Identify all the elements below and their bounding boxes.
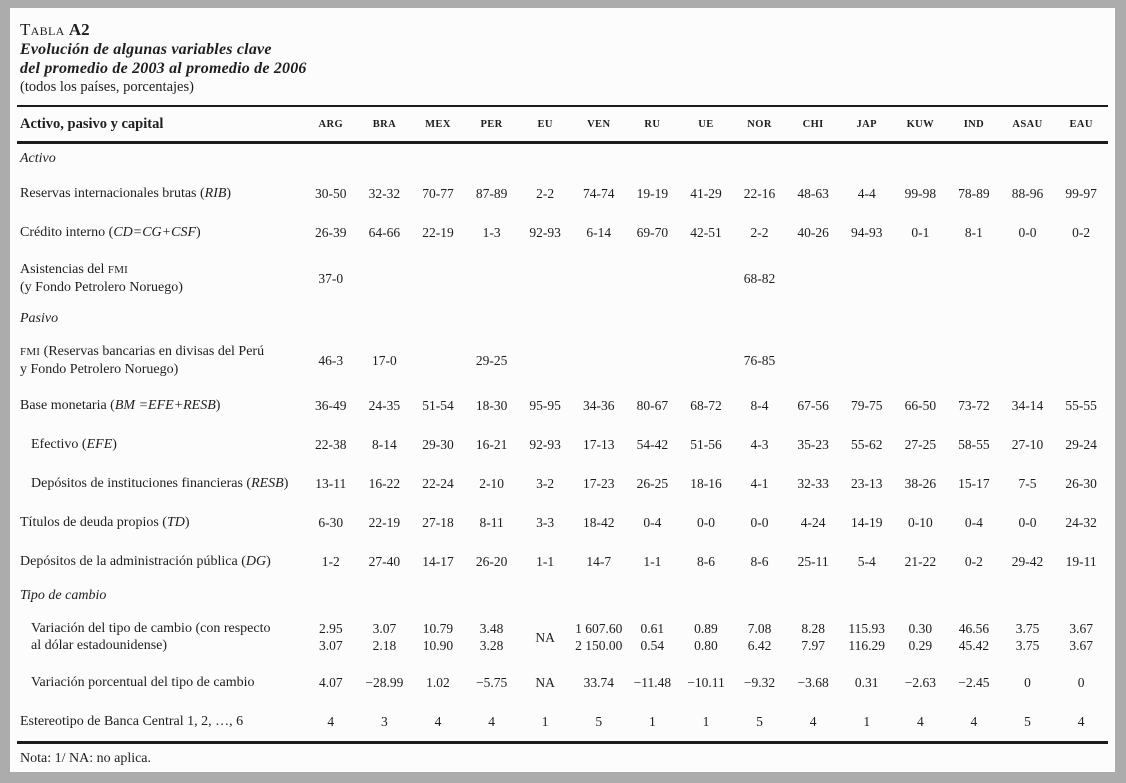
value-cell: 26-25 <box>636 476 669 491</box>
table-title <box>20 20 1108 40</box>
value-line: 3.48 <box>479 621 504 636</box>
value-cell: 8-14 <box>372 437 397 452</box>
value-cell <box>947 252 1001 304</box>
value-cell: 42-51 <box>690 225 722 240</box>
value-cell: 13-11 <box>315 476 347 491</box>
value-line: 0.29 <box>908 638 933 653</box>
value-cell: 3 <box>381 714 388 729</box>
value-cell: 1 <box>702 714 710 729</box>
value-cell: −5.75 <box>475 675 508 690</box>
value-cell: 8-4 <box>750 398 769 413</box>
row-label-text: Depósitos de la administración pública ( <box>20 554 246 569</box>
value-cell <box>1054 334 1108 386</box>
row-label-text: Títulos de deuda propios ( <box>20 515 167 530</box>
value-cell: 27-18 <box>422 515 454 530</box>
table-subtitle-note: (todos los países, porcentajes) <box>20 79 194 95</box>
value-cell: 4-3 <box>750 437 769 452</box>
value-line: 3.67 <box>1069 638 1093 653</box>
value-cell: 24-35 <box>368 398 401 413</box>
section-label: Pasivo <box>20 311 59 326</box>
value-line: 0.80 <box>694 638 718 653</box>
value-cell: 70-77 <box>422 186 454 201</box>
value-cell <box>1001 334 1055 386</box>
value-cell: 1 <box>648 714 656 729</box>
value-cell <box>786 611 840 663</box>
header-country: CHI <box>786 106 840 143</box>
value-line: 3.67 <box>1069 621 1093 636</box>
row-label-text: Base monetaria ( <box>20 398 115 413</box>
value-line: 10.90 <box>422 638 454 653</box>
value-line: 7.97 <box>801 638 825 653</box>
value-cell: 34-14 <box>1011 398 1044 413</box>
row-label-text: TD <box>166 515 185 530</box>
value-cell: 5 <box>595 714 603 729</box>
value-line: 0.61 <box>640 621 665 636</box>
row-label-text: RESB <box>251 476 284 491</box>
value-cell: 38-26 <box>904 476 937 491</box>
header-row <box>17 106 1108 143</box>
row-label <box>17 464 304 503</box>
value-cell <box>840 611 894 663</box>
value-cell <box>465 611 519 663</box>
header-country: EAU <box>1054 106 1108 143</box>
value-cell: 23-13 <box>850 476 883 491</box>
row-label-text: Reservas internacionales brutas ( <box>20 186 205 201</box>
value-cell: 17-13 <box>583 437 615 452</box>
value-cell: 0-4 <box>964 515 983 530</box>
section-row <box>17 304 1108 334</box>
value-line: 7.08 <box>747 621 772 636</box>
value-cell: 4 <box>1077 714 1085 729</box>
value-cell: 51-56 <box>690 437 722 452</box>
value-line: 0.89 <box>694 621 718 636</box>
row-label-text: DG <box>245 554 267 569</box>
table-row <box>17 252 1108 304</box>
value-cell: 22-38 <box>315 437 347 452</box>
row-label-text: Estereotipo de Banca Central 1, 2, …, 6 <box>20 714 244 729</box>
value-line: 2.95 <box>318 621 343 636</box>
value-cell: 25-11 <box>797 554 829 569</box>
value-line: 2.18 <box>372 638 397 653</box>
value-line: 1 607.60 <box>575 621 623 636</box>
value-cell: 68-82 <box>743 270 776 286</box>
value-cell: 2-10 <box>479 476 504 491</box>
value-cell: 4 <box>809 714 817 729</box>
value-cell: 14-7 <box>586 554 612 569</box>
header-country: ARG <box>304 106 358 143</box>
value-cell: 14-19 <box>850 515 883 530</box>
value-cell <box>894 252 948 304</box>
title-block <box>20 20 1108 96</box>
value-cell: 64-66 <box>368 225 401 240</box>
header-country: RU <box>626 106 680 143</box>
value-line: 3.75 <box>1015 621 1040 636</box>
value-cell: 99-97 <box>1065 186 1097 201</box>
document-page <box>10 8 1115 772</box>
value-cell <box>894 334 948 386</box>
table-row <box>17 611 1108 663</box>
value-cell: 15-17 <box>958 476 990 491</box>
header-country: BRA <box>358 106 412 143</box>
value-cell: 32-33 <box>797 476 829 491</box>
value-cell: 3-3 <box>536 515 555 530</box>
value-cell: 78-89 <box>958 186 990 201</box>
value-cell: 26-39 <box>315 225 347 240</box>
value-cell: 68-72 <box>690 398 722 413</box>
value-cell: 48-63 <box>797 186 829 201</box>
row-label-text: CD=CG+CSF <box>113 225 196 240</box>
value-cell: 8-1 <box>964 225 983 240</box>
value-cell: 5 <box>1024 714 1031 729</box>
value-line: 0.54 <box>640 638 665 653</box>
table-row <box>17 213 1108 252</box>
row-label <box>17 702 304 743</box>
header-country: KUW <box>894 106 948 143</box>
value-cell: 16-22 <box>368 476 401 491</box>
row-label-text: (Reservas bancarias en divisas del Perú <box>40 343 265 359</box>
value-cell <box>1001 252 1055 304</box>
value-cell: NA <box>535 629 555 645</box>
value-cell: 5 <box>756 714 763 729</box>
value-cell: −9.32 <box>743 675 776 690</box>
value-cell <box>947 334 1001 386</box>
value-cell: 0 <box>1024 675 1031 690</box>
value-cell: 55-55 <box>1065 398 1097 413</box>
value-cell: 4.07 <box>318 675 343 690</box>
row-label <box>17 334 304 386</box>
table-row <box>17 542 1108 581</box>
value-cell: 1-3 <box>482 225 501 240</box>
value-cell: 92-93 <box>529 437 561 452</box>
value-cell: 2-2 <box>536 186 555 201</box>
value-line: 8.28 <box>801 621 825 636</box>
table-title-word: Tabla <box>20 20 65 39</box>
table-row <box>17 464 1108 503</box>
table-footnote: Nota: 1/ NA: no aplica. <box>20 751 152 766</box>
value-cell: 32-32 <box>368 186 401 201</box>
value-line: 0.30 <box>908 621 933 636</box>
row-label-text: ) <box>196 225 201 240</box>
value-cell <box>626 334 680 386</box>
value-cell: 7-5 <box>1018 476 1037 491</box>
value-cell: 6-14 <box>586 225 612 240</box>
value-cell: 8-6 <box>750 554 769 569</box>
value-cell: 80-67 <box>636 398 669 413</box>
value-cell: 1-1 <box>536 554 555 569</box>
value-cell: 37-0 <box>318 270 344 286</box>
value-cell: 22-16 <box>743 186 776 201</box>
value-cell <box>358 252 412 304</box>
value-cell: 5-4 <box>857 554 876 569</box>
header-label: Activo, pasivo y capital <box>17 106 304 143</box>
value-cell: 19-11 <box>1065 554 1097 569</box>
value-cell <box>786 334 840 386</box>
value-cell <box>679 611 733 663</box>
row-label <box>17 386 304 425</box>
value-line: 3.75 <box>1015 638 1040 653</box>
table-row <box>17 425 1108 464</box>
row-label <box>17 252 304 304</box>
value-cell: 29-42 <box>1011 554 1044 569</box>
value-cell: 41-29 <box>690 186 722 201</box>
header-country: VEN <box>572 106 626 143</box>
value-cell <box>304 611 358 663</box>
section-row <box>17 143 1108 175</box>
value-cell: 30-50 <box>315 186 347 201</box>
value-cell: 26-20 <box>475 554 508 569</box>
row-label-text: y Fondo Petrolero Noruego) <box>20 361 179 377</box>
value-cell: 14-17 <box>422 554 454 569</box>
table-subtitle-line1: Evolución de algunas variables clave <box>20 41 272 58</box>
value-cell: 1-2 <box>321 554 340 569</box>
value-cell: 88-96 <box>1011 186 1044 201</box>
row-label-text: Asistencias del <box>20 261 108 277</box>
value-cell: 1 <box>541 714 549 729</box>
row-label-text: Depósitos de instituciones financieras ( <box>31 476 252 491</box>
value-line: 10.79 <box>422 621 454 636</box>
value-cell: −28.99 <box>365 675 404 690</box>
value-cell: 0-1 <box>911 225 930 240</box>
header-country: EU <box>518 106 572 143</box>
value-cell: NA <box>535 675 555 690</box>
value-cell: 79-75 <box>850 398 883 413</box>
value-cell: 0-0 <box>1018 515 1037 530</box>
data-table <box>17 105 1108 744</box>
header-country: IND <box>947 106 1001 143</box>
value-line: 3.28 <box>479 638 504 653</box>
row-label <box>17 425 304 464</box>
value-cell: 29-25 <box>475 352 508 368</box>
value-cell: 4 <box>488 714 495 729</box>
value-cell: 16-21 <box>475 437 508 452</box>
value-cell <box>679 334 733 386</box>
value-cell: 17-23 <box>583 476 615 491</box>
value-cell <box>358 611 412 663</box>
value-cell: 4-1 <box>750 476 769 491</box>
table-row <box>17 174 1108 213</box>
value-cell: −3.68 <box>797 675 829 690</box>
row-label <box>17 542 304 581</box>
row-label <box>17 663 304 702</box>
header-country: ASAU <box>1001 106 1055 143</box>
table-row <box>17 503 1108 542</box>
row-label-text: Crédito interno ( <box>20 225 114 240</box>
value-cell: 74-74 <box>583 186 615 201</box>
value-cell: 55-62 <box>850 437 883 452</box>
value-cell <box>572 334 626 386</box>
value-cell <box>572 611 626 663</box>
value-cell <box>626 252 680 304</box>
value-cell: 0.31 <box>854 675 879 690</box>
value-cell <box>411 252 465 304</box>
header-country: MEX <box>411 106 465 143</box>
value-cell <box>572 252 626 304</box>
value-cell: 0-0 <box>696 515 715 530</box>
header-country: JAP <box>840 106 894 143</box>
value-cell: 66-50 <box>904 398 937 413</box>
value-cell: 76-85 <box>743 352 776 368</box>
value-cell: 36-49 <box>315 398 347 413</box>
value-cell: 29-30 <box>422 437 454 452</box>
value-cell: 22-19 <box>368 515 401 530</box>
value-cell <box>518 252 572 304</box>
value-cell: 1.02 <box>426 675 450 690</box>
row-label-text: ) <box>283 476 289 491</box>
row-label <box>17 213 304 252</box>
value-line: 3.07 <box>372 621 397 636</box>
section-label: Tipo de cambio <box>20 588 107 603</box>
value-cell <box>947 611 1001 663</box>
value-cell: 6-30 <box>318 515 344 530</box>
value-cell: 27-25 <box>904 437 937 452</box>
value-cell: 40-26 <box>797 225 829 240</box>
value-line: 45.42 <box>958 638 990 653</box>
value-line: 115.93 <box>848 621 886 636</box>
value-cell: 19-19 <box>636 186 669 201</box>
value-cell: 69-70 <box>636 225 669 240</box>
value-cell: 21-22 <box>904 554 937 569</box>
value-cell: 18-16 <box>690 476 722 491</box>
section-label: Activo <box>20 151 56 166</box>
row-label-text: ) <box>226 186 232 201</box>
value-cell: 46-3 <box>318 352 344 368</box>
row-label-text: Efectivo ( <box>31 437 87 452</box>
value-cell <box>894 611 948 663</box>
row-label-text: Variación porcentual del tipo de cambio <box>31 675 255 690</box>
value-cell: 67-56 <box>797 398 829 413</box>
value-cell: 92-93 <box>529 225 561 240</box>
value-cell: 54-42 <box>636 437 669 452</box>
value-cell <box>679 252 733 304</box>
value-cell <box>733 611 787 663</box>
value-cell: 24-32 <box>1065 515 1097 530</box>
value-cell: 4-24 <box>800 515 826 530</box>
value-cell <box>1054 252 1108 304</box>
value-cell: 4 <box>970 714 978 729</box>
value-cell: 94-93 <box>850 225 883 240</box>
row-label-text: FMI <box>107 263 129 276</box>
header-country: NOR <box>733 106 787 143</box>
value-cell: 3-2 <box>536 476 555 491</box>
value-cell: 2-2 <box>750 225 769 240</box>
value-cell: 87-89 <box>475 186 508 201</box>
row-label-text: BM =EFE+RESB <box>114 398 216 413</box>
value-line: 2 150.00 <box>575 638 623 653</box>
value-line: 3.07 <box>318 638 343 653</box>
value-cell: 51-54 <box>422 398 454 413</box>
table-body <box>17 143 1108 743</box>
row-label-text: ) <box>266 554 271 569</box>
value-cell: −11.48 <box>633 675 672 690</box>
row-label <box>17 503 304 542</box>
value-cell: 27-40 <box>368 554 401 569</box>
section-row <box>17 581 1108 611</box>
table-subtitle-line2: del promedio de 2003 al promedio de 2006 <box>20 60 307 77</box>
value-cell <box>840 334 894 386</box>
table-row <box>17 334 1108 386</box>
table-row <box>17 663 1108 702</box>
value-cell: 0-0 <box>1018 225 1037 240</box>
value-cell: 0-0 <box>750 515 769 530</box>
value-cell: 18-42 <box>583 515 615 530</box>
value-line: 6.42 <box>747 638 772 653</box>
value-cell: 95-95 <box>529 398 561 413</box>
row-label <box>17 611 304 663</box>
value-line: 116.29 <box>848 638 886 653</box>
value-cell: 58-55 <box>958 437 990 452</box>
value-cell: 0-10 <box>907 515 933 530</box>
value-cell: 26-30 <box>1065 476 1097 491</box>
value-cell: 33.74 <box>583 675 614 690</box>
value-cell: 8-6 <box>696 554 715 569</box>
value-cell: 99-98 <box>904 186 937 201</box>
value-cell <box>786 252 840 304</box>
table-row <box>17 702 1108 743</box>
row-label-text: ) <box>184 515 190 530</box>
row-label-text: ) <box>215 398 221 413</box>
value-cell <box>411 334 465 386</box>
value-cell <box>840 252 894 304</box>
header-country: UE <box>679 106 733 143</box>
row-label-text: FMI <box>20 345 41 358</box>
value-cell: 22-19 <box>422 225 454 240</box>
value-cell: 0-2 <box>1072 225 1091 240</box>
value-cell: 34-36 <box>583 398 615 413</box>
value-cell <box>411 611 465 663</box>
value-cell: 4-4 <box>857 186 876 201</box>
value-cell <box>626 611 680 663</box>
value-cell: −2.63 <box>904 675 936 690</box>
row-label-text: Variación del tipo de cambio (con respecto <box>31 621 271 636</box>
value-cell: 1-1 <box>643 554 662 569</box>
value-cell <box>465 252 519 304</box>
value-cell: 4 <box>327 714 335 729</box>
value-cell: 0 <box>1077 675 1085 690</box>
row-label-text: ) <box>112 437 117 452</box>
header-country: PER <box>465 106 519 143</box>
value-cell: 1 <box>863 714 871 729</box>
value-cell <box>1054 611 1108 663</box>
value-cell: −2.45 <box>958 675 990 690</box>
value-cell: 18-30 <box>475 398 508 413</box>
row-label-text: (y Fondo Petrolero Noruego) <box>20 279 183 295</box>
value-cell: 73-72 <box>958 398 990 413</box>
value-cell: 0-4 <box>643 515 662 530</box>
value-cell: 4 <box>916 714 924 729</box>
value-cell <box>518 334 572 386</box>
value-cell: 17-0 <box>372 352 397 368</box>
table-title-number: A2 <box>68 20 90 39</box>
row-label-text: EFE <box>86 437 113 452</box>
value-cell: 35-23 <box>797 437 829 452</box>
table-row <box>17 386 1108 425</box>
value-cell: 22-24 <box>422 476 454 491</box>
row-label-text: RIB <box>204 186 227 201</box>
value-cell <box>1001 611 1055 663</box>
value-cell: 0-2 <box>964 554 983 569</box>
value-cell: −10.11 <box>687 675 725 690</box>
value-cell: 29-24 <box>1065 437 1097 452</box>
row-label <box>17 174 304 213</box>
value-cell: 27-10 <box>1011 437 1044 452</box>
value-line: 46.56 <box>958 621 990 636</box>
value-cell: 8-11 <box>479 515 504 530</box>
row-label-text: al dólar estadounidense) <box>31 638 168 653</box>
value-cell: 4 <box>434 714 442 729</box>
